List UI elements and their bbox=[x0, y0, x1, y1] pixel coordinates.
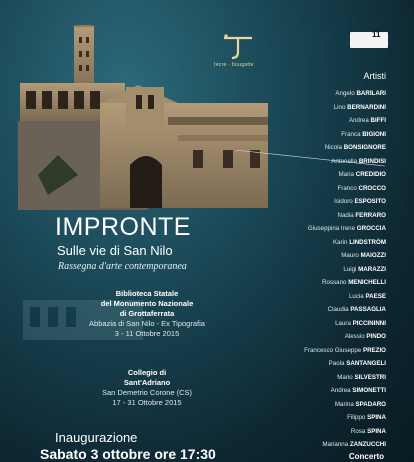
artist-item bbox=[196, 371, 386, 385]
artist-item bbox=[196, 236, 386, 250]
artist-item bbox=[196, 357, 386, 371]
artist-first-name: Rossano bbox=[322, 279, 347, 286]
artist-first-name: Giuseppina Irene bbox=[307, 225, 356, 232]
logo-text: tecre · bougatte bbox=[214, 62, 254, 68]
artist-item bbox=[196, 222, 386, 236]
venue-1-name-line: del Monumento Nazionale bbox=[100, 299, 194, 308]
artist-last-name: MARAZZI bbox=[358, 265, 386, 273]
artist-item bbox=[196, 344, 386, 358]
artist-first-name: Lucia bbox=[348, 292, 364, 300]
artist-first-name: Claudia bbox=[327, 306, 349, 313]
artist-last-name: SANTANGELI bbox=[346, 360, 386, 367]
artist-item bbox=[196, 141, 386, 155]
venue-1-dates: 3 - 11 Ottobre 2015 bbox=[114, 329, 180, 338]
artist-item bbox=[196, 101, 386, 115]
artist-first-name: Antonella bbox=[331, 157, 358, 165]
artist-first-name: Isidoro bbox=[334, 198, 353, 205]
artist-first-name: Angelo bbox=[335, 90, 355, 97]
artist-item bbox=[196, 276, 386, 290]
venue-1-name-line: Biblioteca Statale bbox=[115, 289, 179, 298]
inauguration-label: Inaugurazione bbox=[55, 430, 138, 445]
artist-item bbox=[196, 87, 386, 101]
artist-first-name: Nadia bbox=[337, 211, 354, 219]
artist-first-name: Karin bbox=[333, 238, 348, 246]
artist-item bbox=[196, 398, 386, 412]
event-subtitle: Sulle vie di San Nilo bbox=[57, 243, 173, 258]
artist-first-name: Alessio bbox=[344, 333, 365, 340]
artist-first-name: Andrea bbox=[348, 117, 369, 124]
artist-last-name: LINDSTRÖM bbox=[349, 238, 386, 246]
artist-last-name: BONSIGNORE bbox=[343, 144, 386, 151]
artist-last-name: GROCCIA bbox=[356, 225, 386, 232]
artist-last-name: PASSAGLIA bbox=[350, 306, 386, 313]
artist-first-name: Paola bbox=[328, 360, 345, 367]
artist-item bbox=[196, 425, 386, 439]
artist-item bbox=[196, 411, 386, 425]
artist-last-name: PINDO bbox=[366, 333, 386, 340]
artist-item bbox=[196, 209, 386, 223]
artist-first-name: Franco bbox=[337, 184, 357, 192]
artist-last-name: SILVESTRI bbox=[354, 373, 386, 381]
artists-list bbox=[196, 87, 386, 452]
artist-first-name: Nicola bbox=[324, 144, 342, 151]
artist-first-name: Laura bbox=[335, 319, 351, 327]
venue-2 bbox=[72, 368, 222, 408]
artist-item bbox=[196, 249, 386, 263]
artist-last-name: CREDIDIO bbox=[355, 171, 386, 178]
artist-last-name: CROCCO bbox=[358, 184, 386, 192]
inauguration-date: Sabato 3 ottobre ore 17:30 bbox=[40, 446, 216, 462]
badge-number: 11 bbox=[372, 30, 381, 39]
artist-last-name: BIFFI bbox=[370, 117, 386, 124]
artists-heading: Artisti bbox=[363, 71, 386, 81]
artist-first-name: Andrea bbox=[330, 387, 351, 394]
venue-1 bbox=[72, 289, 222, 339]
artist-first-name: Mauro bbox=[341, 252, 359, 259]
artist-last-name: ZANZUCCHI bbox=[349, 441, 386, 448]
artist-last-name: SIMONETTI bbox=[352, 387, 386, 394]
artist-first-name: Franca bbox=[341, 130, 361, 138]
artist-last-name: SPINA bbox=[367, 414, 386, 421]
artist-last-name: SPINA bbox=[367, 427, 386, 435]
artist-item bbox=[196, 114, 386, 128]
artist-first-name: Maria bbox=[338, 171, 354, 178]
artist-item bbox=[196, 128, 386, 142]
artist-last-name: MAIOZZI bbox=[360, 252, 386, 259]
artist-last-name: MENICHELLI bbox=[348, 279, 386, 286]
artist-item bbox=[196, 182, 386, 196]
venue-1-name-line: di Grottaferrata bbox=[119, 309, 175, 318]
artist-last-name: BARILARI bbox=[356, 90, 386, 97]
artist-item bbox=[196, 290, 386, 304]
artist-item bbox=[196, 317, 386, 331]
artist-last-name: SPADARO bbox=[355, 400, 386, 408]
artist-item bbox=[196, 195, 386, 209]
artist-first-name: Marianna bbox=[322, 441, 349, 448]
venue-1-place: Abbazia di San Nilo - Ex Tipografia bbox=[89, 319, 205, 328]
artist-item bbox=[196, 303, 386, 317]
artist-item bbox=[196, 168, 386, 182]
venue-2-name-line: Sant'Adriano bbox=[123, 378, 171, 387]
artist-first-name: Rosa bbox=[350, 427, 366, 435]
artist-first-name: Mario bbox=[337, 373, 353, 381]
artist-last-name: PAESE bbox=[365, 292, 386, 300]
artist-item bbox=[196, 263, 386, 277]
artist-first-name: Francesco Giuseppe bbox=[304, 346, 362, 354]
artist-first-name: Filippo bbox=[347, 414, 366, 421]
artist-last-name: PICCININNI bbox=[352, 319, 386, 327]
artist-item bbox=[196, 438, 386, 452]
concert-label: Concerto bbox=[348, 452, 384, 461]
venue-2-name-line: Collegio di bbox=[127, 368, 167, 377]
sponsor-badge bbox=[350, 32, 388, 48]
artist-last-name: PREZIO bbox=[362, 346, 386, 354]
artist-last-name: BIGIONI bbox=[362, 130, 386, 138]
venue-2-place: San Demetrio Corone (CS) bbox=[101, 388, 193, 397]
event-title: IMPRONTE bbox=[55, 213, 191, 241]
artist-first-name: Luigi bbox=[343, 265, 357, 273]
artist-first-name: Marina bbox=[334, 400, 354, 408]
artist-item bbox=[196, 330, 386, 344]
artist-last-name: FERRARO bbox=[355, 211, 386, 219]
event-tagline: Rassegna d'arte contemporanea bbox=[58, 261, 187, 272]
artist-first-name: Lino bbox=[333, 103, 346, 111]
artist-last-name: ESPOSITO bbox=[354, 198, 386, 205]
artist-last-name: BRINDISI bbox=[358, 157, 386, 165]
artist-item bbox=[196, 155, 386, 169]
artist-last-name: BERNARDINI bbox=[347, 103, 386, 111]
artist-item bbox=[196, 384, 386, 398]
venue-2-dates: 17 - 31 Ottobre 2015 bbox=[112, 398, 182, 407]
